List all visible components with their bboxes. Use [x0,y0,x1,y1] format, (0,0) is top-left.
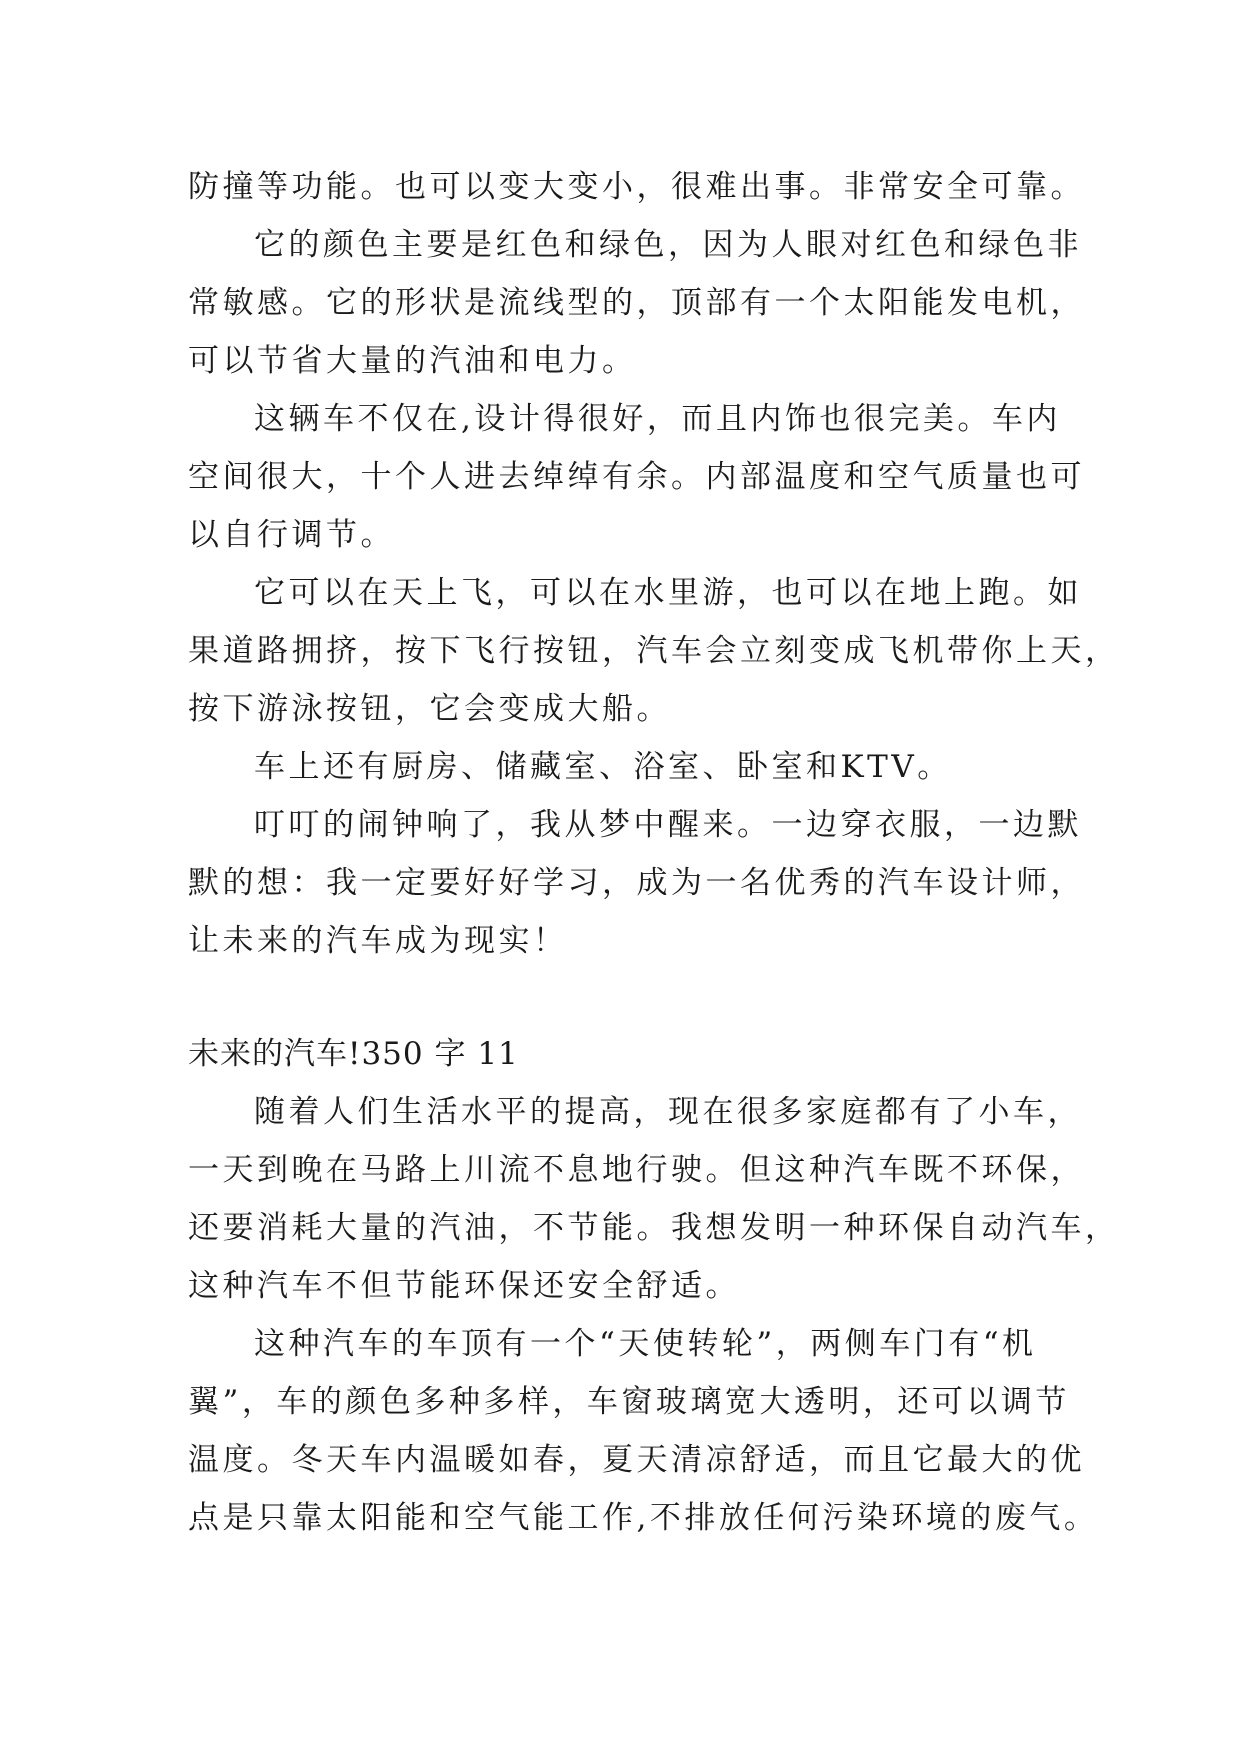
text-line: 果道路拥挤，按下飞行按钮，汽车会立刻变成飞机带你上天， [188,633,1120,669]
text-line: 一天到晚在马路上川流不息地行驶。但这种汽车既不环保， [188,1152,1085,1188]
text-line: 这辆车不仅在,设计得很好，而且内饰也很完美。车内 [254,401,1061,437]
text-line: 默的想：我一定要好好学习，成为一名优秀的汽车设计师， [188,865,1085,901]
text-line: 可以节省大量的汽油和电力。 [188,343,637,379]
text-line: 空间很大，十个人进去绰绰有余。内部温度和空气质量也可 [188,459,1085,495]
text-line: 它的颜色主要是红色和绿色，因为人眼对红色和绿色非 [254,227,1082,263]
text-line: 这种汽车的车顶有一个“天使转轮”，两侧车门有“机 [254,1326,1037,1362]
article-body-continued [188,158,1120,970]
text-line: 翼”，车的颜色多种多样，车窗玻璃宽大透明，还可以调节 [188,1384,1070,1420]
text-line: 防撞等功能。也可以变大变小，很难出事。非常安全可靠。 [188,169,1085,205]
text-line: 还要消耗大量的汽油，不节能。我想发明一种环保自动汽车， [188,1210,1120,1246]
text-line: 车上还有厨房、储藏室、浴室、卧室和KTV。 [254,749,952,785]
text-line: 点是只靠太阳能和空气能工作,不排放任何污染环境的废气。 [188,1500,1099,1536]
text-line: 常敏感。它的形状是流线型的，顶部有一个太阳能发电机， [188,285,1085,321]
text-line: 随着人们生活水平的提高，现在很多家庭都有了小车， [254,1094,1082,1130]
text-line: 叮叮的闹钟响了，我从梦中醒来。一边穿衣服，一边默 [254,807,1082,843]
text-line: 让未来的汽车成为现实！ [188,923,568,959]
article-body [188,1083,1120,1547]
text-line: 以自行调节。 [188,517,395,553]
text-line: 这种汽车不但节能环保还安全舒适。 [188,1268,740,1304]
article-title: 未来的汽车!350 字 11 [188,1036,519,1072]
text-line: 温度。冬天车内温暖如春，夏天清凉舒适，而且它最大的优 [188,1442,1085,1478]
text-line: 按下游泳按钮，它会变成大船。 [188,691,671,727]
text-line: 它可以在天上飞，可以在水里游，也可以在地上跑。如 [254,575,1082,611]
